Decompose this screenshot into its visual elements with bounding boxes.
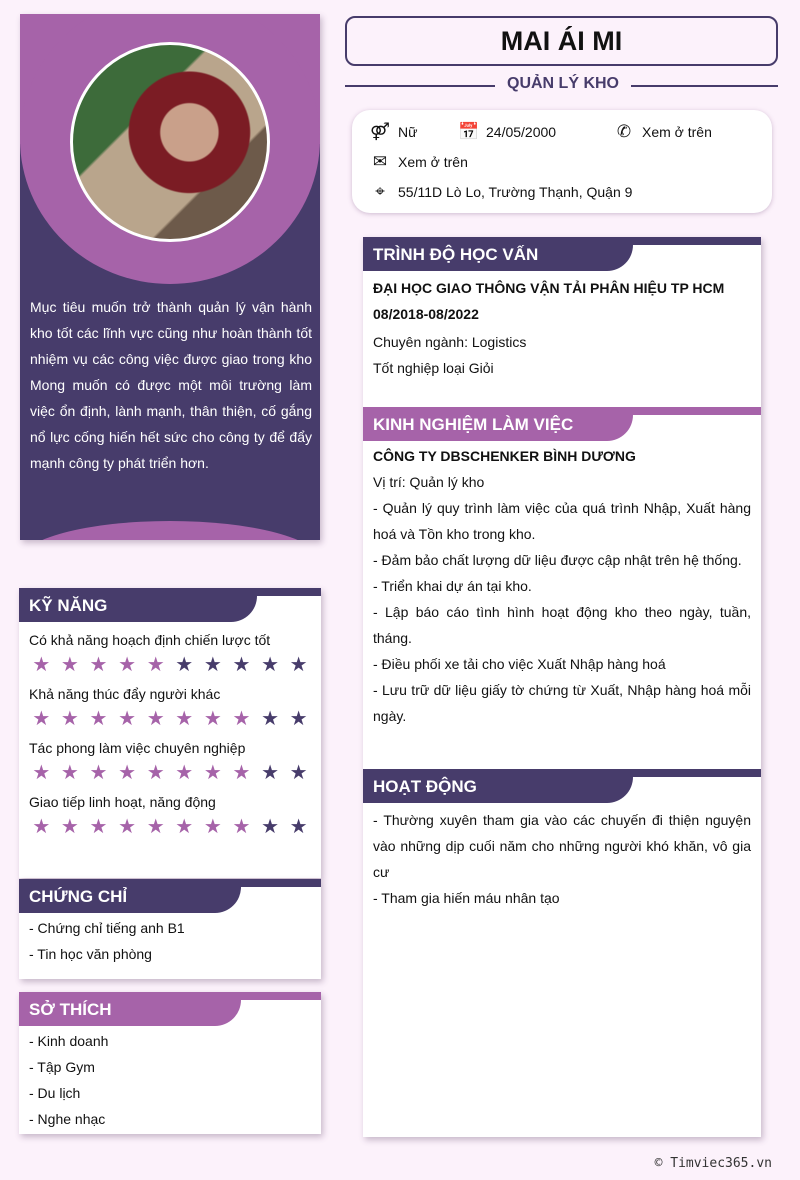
- skill-name: Khả năng thúc đẩy người khác: [29, 686, 221, 702]
- experience-list: [363, 495, 761, 729]
- skill-rating: [19, 702, 321, 732]
- certificates-section: [19, 879, 321, 979]
- company-name: CÔNG TY DBSCHENKER BÌNH DƯƠNG: [373, 448, 636, 464]
- main-card: [363, 237, 761, 1137]
- experience-item: - Điều phối xe tải cho việc Xuất Nhập hàng hoá: [373, 656, 666, 672]
- star-filled-icon: ★: [60, 708, 79, 730]
- star-filled-icon: ★: [203, 762, 222, 784]
- experience-item: - Triển khai dự án tại kho.: [373, 578, 532, 594]
- skill-name: Giao tiếp linh hoạt, năng động: [29, 794, 216, 810]
- star-filled-icon: ★: [32, 762, 51, 784]
- grade: Tốt nghiệp loại Giỏi: [373, 360, 494, 376]
- star-filled-icon: ★: [118, 654, 137, 676]
- star-filled-icon: ★: [118, 816, 137, 838]
- list-item: - Chứng chỉ tiếng anh B1: [29, 920, 185, 936]
- star-filled-icon: ★: [232, 762, 251, 784]
- star-filled-icon: ★: [32, 816, 51, 838]
- gender-icon: ⚤: [370, 122, 390, 141]
- star-filled-icon: ★: [89, 816, 108, 838]
- contact-card: [352, 110, 772, 213]
- avatar: [70, 42, 270, 242]
- skill-name: Tác phong làm việc chuyên nghiệp: [29, 740, 246, 756]
- star-filled-icon: ★: [60, 816, 79, 838]
- star-filled-icon: ★: [146, 708, 165, 730]
- skill-rating: [19, 810, 321, 840]
- star-filled-icon: ★: [60, 762, 79, 784]
- activity-item: - Thường xuyên tham gia vào các chuyến đi thiện nguyện vào những dịp cuối năm cho những người khó khăn, vô gia cư: [373, 812, 751, 880]
- section-title: KỸ NĂNG: [19, 588, 257, 622]
- skill-rating: [19, 648, 321, 678]
- star-filled-icon: ★: [89, 654, 108, 676]
- star-empty-icon: ★: [289, 762, 308, 784]
- profile-card: [20, 14, 320, 540]
- star-filled-icon: ★: [175, 762, 194, 784]
- star-filled-icon: ★: [32, 708, 51, 730]
- star-empty-icon: ★: [203, 654, 222, 676]
- list-item: - Nghe nhạc: [29, 1111, 106, 1127]
- section-title: CHỨNG CHỈ: [19, 879, 241, 913]
- education-period: 08/2018-08/2022: [373, 306, 479, 322]
- gender: Nữ: [398, 124, 418, 140]
- star-empty-icon: ★: [261, 816, 280, 838]
- job-title: QUẢN LÝ KHO: [495, 75, 631, 93]
- star-empty-icon: ★: [289, 708, 308, 730]
- star-filled-icon: ★: [89, 708, 108, 730]
- star-empty-icon: ★: [289, 654, 308, 676]
- star-filled-icon: ★: [60, 654, 79, 676]
- position: Vị trí: Quản lý kho: [373, 474, 485, 490]
- list-item: - Tập Gym: [29, 1059, 95, 1075]
- skill-rating: [19, 756, 321, 786]
- footer-credit: © Timviec365.vn: [654, 1156, 772, 1171]
- experience-item: - Quản lý quy trình làm việc của quá trình Nhập, Xuất hàng hoá và Tồn kho trong kho.: [373, 500, 751, 542]
- calendar-icon: 📅: [458, 122, 480, 141]
- star-filled-icon: ★: [89, 762, 108, 784]
- profile-bottom-bump: [20, 521, 320, 540]
- date-of-birth: 24/05/2000: [486, 124, 557, 140]
- star-filled-icon: ★: [32, 654, 51, 676]
- star-filled-icon: ★: [146, 816, 165, 838]
- activity-item: - Tham gia hiến máu nhân tạo: [373, 890, 560, 906]
- star-filled-icon: ★: [118, 762, 137, 784]
- star-empty-icon: ★: [289, 816, 308, 838]
- star-empty-icon: ★: [175, 654, 194, 676]
- star-empty-icon: ★: [232, 654, 251, 676]
- star-filled-icon: ★: [146, 762, 165, 784]
- email: Xem ở trên: [398, 154, 468, 170]
- skills-list: [19, 624, 321, 840]
- star-filled-icon: ★: [203, 708, 222, 730]
- skill-name: Có khả năng hoạch định chiến lược tốt: [29, 632, 271, 648]
- phone-icon: ✆: [616, 122, 632, 141]
- career-objective: Mục tiêu muốn trở thành quản lý vận hành kho tốt các lĩnh vực cũng như hoàn thành tốt nhiệm vụ các công việc được giao trong kho Mong muốn có được một môi trường làm việc ổn định, lành mạnh, thân thiện, cố gắng nổ lực cống hiến hết sức cho công ty để đẩy mạnh công ty phát triển hơn.: [30, 299, 312, 471]
- experience-item: - Lưu trữ dữ liệu giấy tờ chứng từ Xuất, Nhập hàng hoá mỗi ngày.: [373, 682, 751, 724]
- location-pin-icon: ⌖: [375, 182, 385, 201]
- section-title: HOẠT ĐỘNG: [363, 769, 633, 803]
- star-filled-icon: ★: [118, 708, 137, 730]
- star-empty-icon: ★: [261, 762, 280, 784]
- mail-icon: ✉: [372, 152, 388, 171]
- section-title: SỞ THÍCH: [19, 992, 241, 1026]
- address: 55/11D Lò Lo, Trường Thạnh, Quận 9: [398, 184, 633, 200]
- list-item: - Tin học văn phòng: [29, 946, 152, 962]
- star-filled-icon: ★: [232, 816, 251, 838]
- star-filled-icon: ★: [146, 654, 165, 676]
- experience-item: - Lập báo cáo tình hình hoạt động kho theo ngày, tuần, tháng.: [373, 604, 751, 646]
- hobbies-section: [19, 992, 321, 1134]
- list-item: - Du lịch: [29, 1085, 81, 1101]
- section-title: KINH NGHIỆM LÀM VIỆC: [363, 407, 633, 441]
- phone: Xem ở trên: [642, 124, 712, 140]
- list-item: - Kinh doanh: [29, 1033, 109, 1049]
- section-title: TRÌNH ĐỘ HỌC VẤN: [363, 237, 633, 271]
- experience-item: - Đảm bảo chất lượng dữ liệu được cập nhật trên hệ thống.: [373, 552, 742, 568]
- star-empty-icon: ★: [261, 654, 280, 676]
- school-name: ĐẠI HỌC GIAO THÔNG VẬN TẢI PHÂN HIỆU TP HCM: [373, 280, 725, 296]
- star-empty-icon: ★: [261, 708, 280, 730]
- skills-section: [19, 588, 321, 878]
- star-filled-icon: ★: [232, 708, 251, 730]
- major: Chuyên ngành: Logistics: [373, 334, 527, 350]
- star-filled-icon: ★: [175, 816, 194, 838]
- star-filled-icon: ★: [175, 708, 194, 730]
- candidate-name: MAI ÁI MI: [345, 16, 778, 66]
- star-filled-icon: ★: [203, 816, 222, 838]
